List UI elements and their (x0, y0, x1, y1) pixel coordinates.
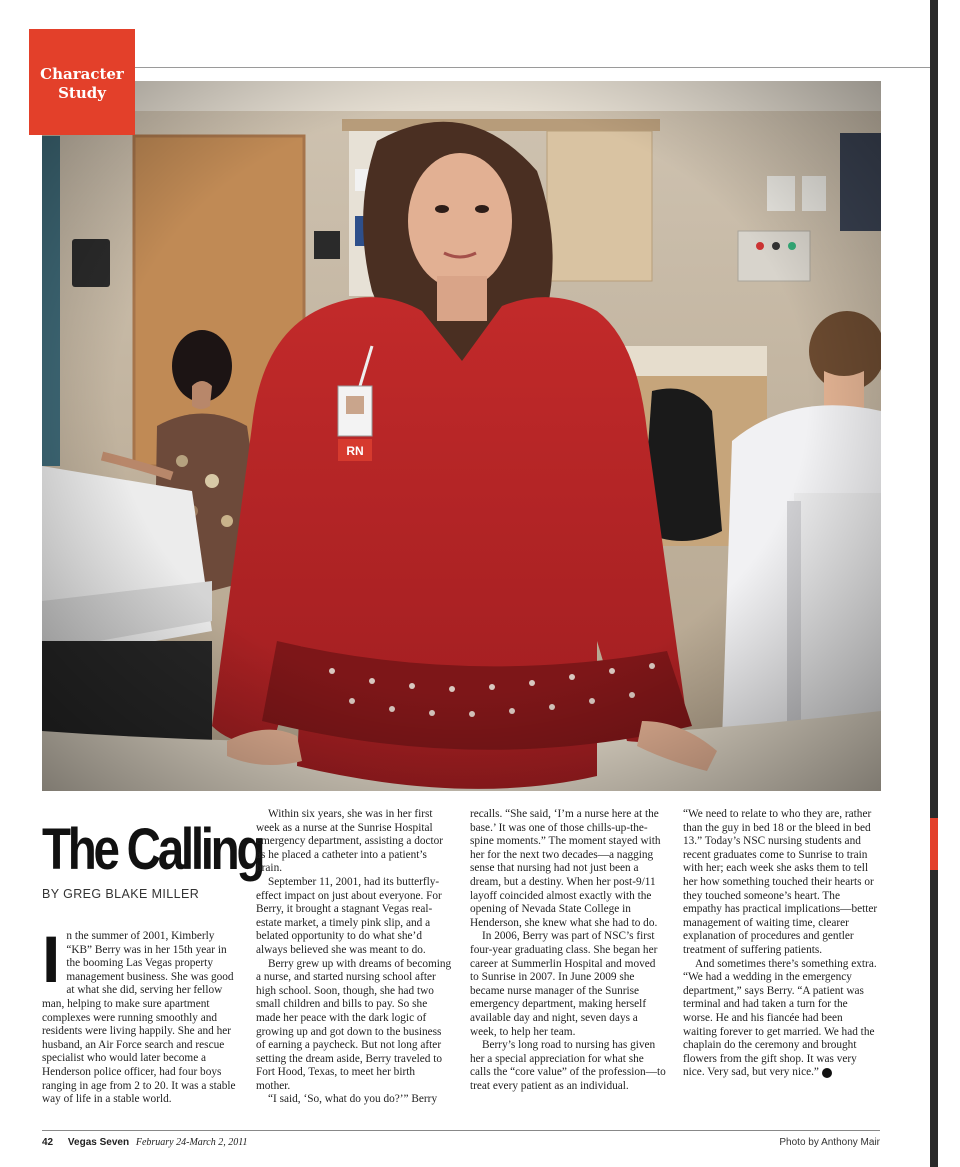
article-paragraph: Within six years, she was in her first week as a nurse at the Sunrise Hospital emergency department, assisting a doctor as he placed a catheter into a patient’s brain. (256, 808, 444, 875)
article-column-3 (470, 808, 666, 1093)
article-headline: The Calling (42, 817, 263, 882)
issue-date: February 24-March 2, 2011 (135, 1137, 248, 1148)
section-badge (29, 29, 135, 135)
top-rule (134, 67, 930, 68)
article-paragraph: recalls. “She said, ‘I’m a nurse here at the base.’ It was one of those chills-up-the-spine moments.” The moment stayed with her for the next two decades—a nagging sense that nursing had not just been a dream, but a destiny. When her post-9/11 layoff coincided almost exactly with the opening of Nevada State College in Henderson, she knew what she had to do. (470, 808, 661, 929)
article-column-4 (683, 808, 879, 1080)
article-column-2 (256, 808, 452, 1107)
article-paragraph: In 2006, Berry was part of NSC’s first four-year graduating class. She began her career at Summerlin Hospital and moved to Sunrise in 2007. In June 2009 she became nurse manager of the Sunrise emergency department, making herself available day and night, seven days a week, to help her team. (470, 930, 658, 1038)
photo-credit: Photo by Anthony Mair (779, 1137, 880, 1148)
article-paragraph: Berry grew up with dreams of becoming a nurse, and started nursing school after high school. Soon, though, she had two small children and bills to pay. So she made her peace with the dark logic of growing up and got down to the business of earning a paycheck. But not long after setting the dream aside, Berry traveled to Fort Hood, Texas, to meet her birth mother. (256, 957, 452, 1092)
footer-rule (42, 1130, 880, 1131)
publication-name: Vegas Seven (67, 1137, 130, 1148)
article-paragraph: In the summer of 2001, Kimberly “KB” Berry was in her 15th year in the booming Las Vegas property management business. She was good at what she did, serving her fellow man, helping to make sure apartment complexes were running smoothly and residents were living happily. She and her husband, an Air Force search and rescue specialist who would later become a Henderson police officer, had four boys ranging in age from 2 to 20. It was a stable way of life in a stable world. (42, 922, 236, 1106)
article-paragraph: Berry’s long road to nursing has given her a special appreciation for what she calls the “core value” of the profession—to treat every patient as an individual. (470, 1039, 666, 1092)
page-gutter (930, 0, 938, 1167)
feature-photo (42, 81, 881, 791)
article-paragraph: “We need to relate to who they are, rather than the guy in bed 18 or the bleed in bed 13.” Today’s NSC nursing students and recent graduates come to Sunrise to train with her; each week she asks them to tell her how something touched their hearts or they touched someone’s heart. The empathy has practical implications—better management of waiting time, clearer explanation of procedures and gentler treatment of suffering patients. (683, 808, 878, 956)
article-paragraph: September 11, 2001, had its butterfly-effect impact on just about everyone. For Berry, it brought a stagnant Vegas real-estate market, a timely pink slip, and a belated opportunity to do what she’d always believed she was meant to do. (256, 875, 442, 956)
drop-cap: I (42, 922, 61, 996)
section-badge-line2: Study (58, 84, 106, 102)
page-number: 42 (42, 1137, 54, 1148)
article-byline: BY GREG BLAKE MILLER (42, 887, 200, 901)
nurse-portrait-illustration (42, 81, 881, 791)
gutter-accent-tab (930, 818, 938, 870)
page-footer (42, 1137, 248, 1148)
end-of-article-icon: 7 (822, 1068, 832, 1078)
article-column-1 (42, 922, 238, 1107)
article-paragraph: And sometimes there’s something extra. “We had a wedding in the emergency department,” says Berry. “A patient was terminal and had taken a turn for the worse. He and his fiancée had been waiting forever to get married. We had the chaplain do the ceremony and brought flowers from the gift shop. It was very nice. Very sad, but very nice.” 7 (683, 957, 877, 1079)
article-paragraph: “I said, ‘So, what do you do?’” Berry (268, 1093, 438, 1106)
section-badge-line1: Character (40, 65, 124, 83)
